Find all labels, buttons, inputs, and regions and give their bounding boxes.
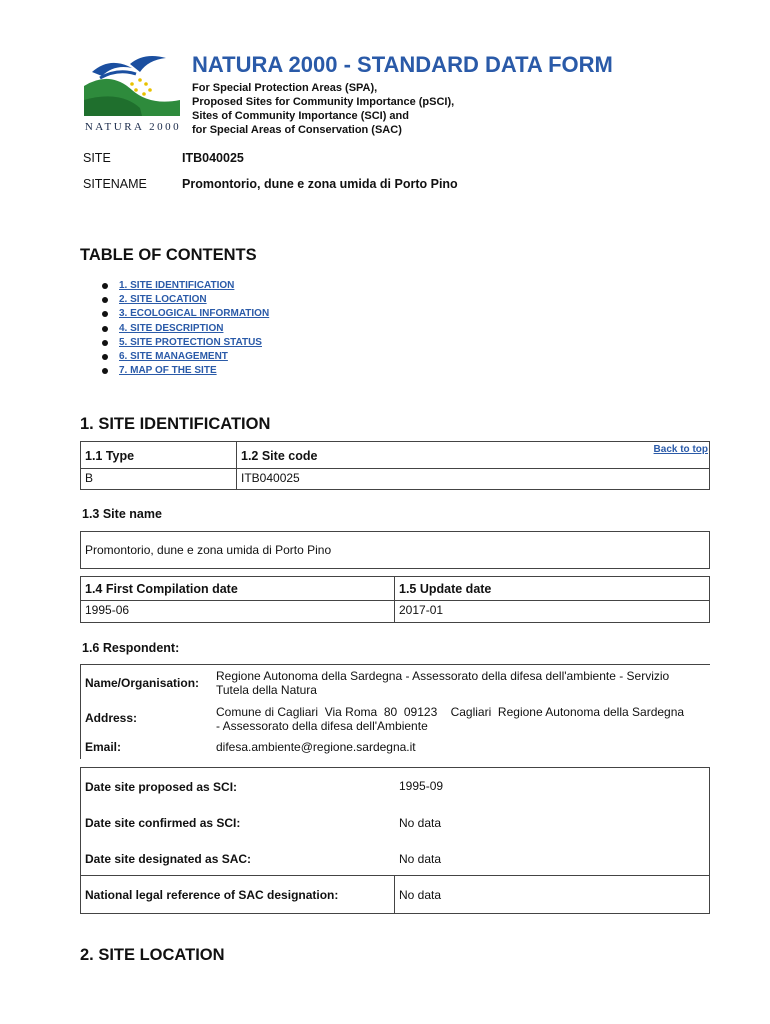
sitename-label: SITENAME (83, 177, 147, 191)
toc-link-ecological-information[interactable]: 3. ECOLOGICAL INFORMATION (119, 308, 270, 320)
sac-legal-reference-label: National legal reference of SAC designation: (85, 888, 339, 902)
site-code-header: 1.2 Site code (241, 449, 318, 463)
type-header: 1.1 Type (85, 449, 135, 463)
toc-link-site-management[interactable]: 6. SITE MANAGEMENT (119, 350, 228, 362)
toc-link-site-description[interactable]: 4. SITE DESCRIPTION (119, 322, 224, 334)
sitename-value: Promontorio, dune e zona umida di Porto Pino (182, 177, 458, 191)
subtitle-line: for Special Areas of Conservation (SAC) (192, 124, 402, 136)
first-compilation-value: 1995-06 (85, 603, 130, 617)
type-code-table (80, 441, 710, 490)
toc-link-site-location[interactable]: 2. SITE LOCATION (119, 294, 207, 306)
first-compilation-header: 1.4 First Compilation date (85, 582, 238, 596)
address-value: Comune di Cagliari Via Roma 80 09123 Cagliari Regione Autonoma della Sardegna - Assessorato della difesa dell'Ambiente (216, 705, 688, 733)
date-proposed-sci-value: 1995-09 (399, 779, 444, 793)
toc-item (100, 322, 269, 336)
divider (394, 875, 395, 914)
sac-legal-reference-value: No data (399, 888, 442, 902)
subtitle-line: Sites of Community Importance (SCI) and (192, 110, 409, 122)
toc-item (100, 279, 269, 293)
update-date-value: 2017-01 (399, 603, 444, 617)
toc-link-map-of-the-site[interactable]: 7. MAP OF THE SITE (119, 365, 217, 377)
back-to-top-link[interactable]: Back to top (653, 444, 708, 455)
date-confirmed-sci-label: Date site confirmed as SCI: (85, 816, 241, 830)
toc-item (100, 293, 269, 307)
natura-2000-logo (80, 50, 186, 136)
divider (80, 600, 710, 601)
subtitle-line: For Special Protection Areas (SPA), (192, 82, 378, 94)
date-proposed-sci-label: Date site proposed as SCI: (85, 780, 238, 794)
toc-list (100, 279, 269, 378)
section1-heading: 1. SITE IDENTIFICATION (80, 415, 271, 433)
type-value: B (85, 471, 94, 485)
subtitle-line: Proposed Sites for Community Importance (pSCI), (192, 96, 455, 108)
divider (80, 468, 710, 469)
update-date-header: 1.5 Update date (399, 582, 492, 596)
divider (80, 664, 81, 759)
toc-item (100, 364, 269, 378)
toc-heading: TABLE OF CONTENTS (80, 246, 257, 264)
toc-item (100, 350, 269, 364)
email-label: Email: (85, 740, 122, 754)
site-label: SITE (83, 151, 111, 165)
email-value: difesa.ambiente@regione.sardegna.it (216, 740, 416, 754)
date-confirmed-sci-value: No data (399, 816, 442, 830)
organisation-label: Name/Organisation: (85, 676, 200, 690)
svg-text:NATURA 2000: NATURA 2000 (84, 121, 182, 133)
date-designated-sac-label: Date site designated as SAC: (85, 852, 252, 866)
address-label: Address: (85, 711, 138, 725)
organisation-value: Regione Autonoma della Sardegna - Assessorato della difesa dell'ambiente - Servizio Tutela della Natura (216, 669, 670, 697)
date-designated-sac-value: No data (399, 852, 442, 866)
divider (236, 441, 237, 490)
site-name-heading: 1.3 Site name (82, 507, 162, 521)
toc-link-site-protection-status[interactable]: 5. SITE PROTECTION STATUS (119, 336, 262, 348)
divider (80, 664, 710, 665)
site-code-value: ITB040025 (241, 471, 300, 485)
site-code: ITB040025 (182, 151, 244, 165)
divider (80, 875, 710, 876)
toc-link-site-identification[interactable]: 1. SITE IDENTIFICATION (119, 280, 235, 291)
toc-item (100, 336, 269, 350)
toc-item (100, 307, 269, 321)
section2-heading: 2. SITE LOCATION (80, 946, 225, 964)
site-name-value: Promontorio, dune e zona umida di Porto Pino (85, 543, 332, 557)
respondent-heading: 1.6 Respondent: (82, 641, 180, 655)
form-title: NATURA 2000 - STANDARD DATA FORM (192, 52, 613, 77)
